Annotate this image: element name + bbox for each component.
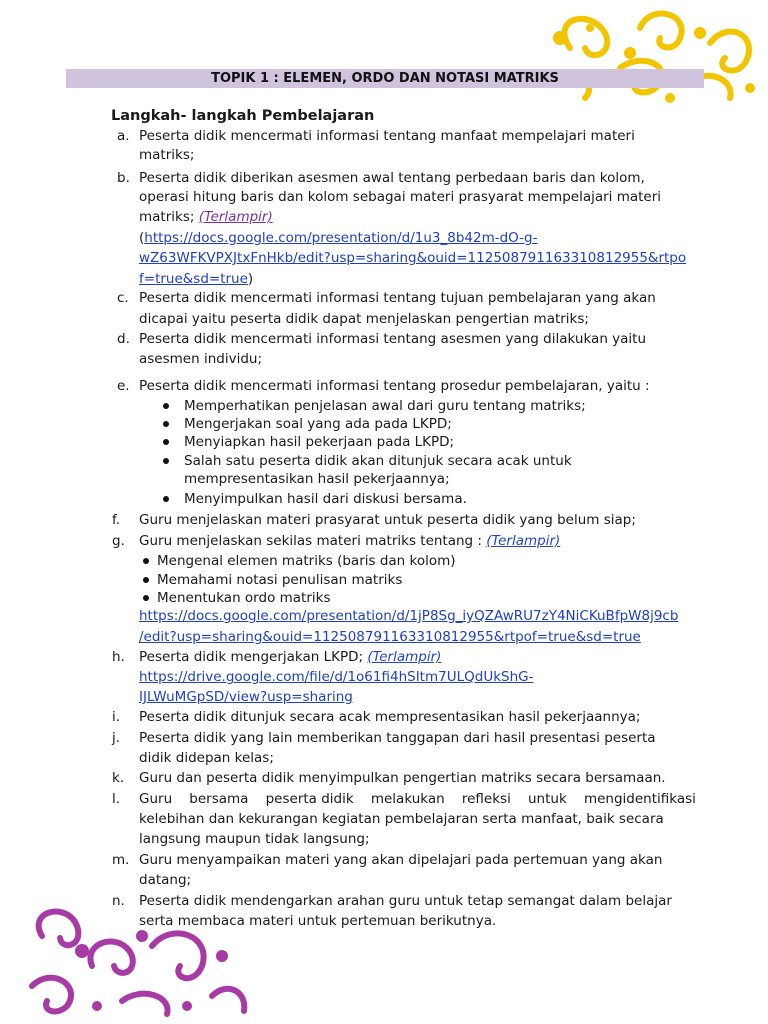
drive-link[interactable]: https://drive.google.com/file/d/1o61fi4hSItm7ULQdUkShG- [139,669,534,685]
step-h-marker: h. [112,649,125,665]
step-c-text: dicapai yaitu peserta didik dapat menjelaskan pengertian matriks; [139,311,589,327]
step-a-text: Peserta didik mencermati informasi tentang manfaat mempelajari materi [139,128,635,144]
bullet-icon [143,558,149,564]
step-b-link-line2 [139,249,686,267]
step-e-bullet: Menyiapkan hasil pekerjaan pada LKPD; [184,434,455,450]
bullet-icon [163,439,169,445]
step-g-link-line1 [139,607,678,625]
step-n-text: Peserta didik mendengarkan arahan guru untuk tetap semangat dalam belajar [139,893,672,909]
step-b-link-line3: f=true&sd=true) [139,271,254,287]
presentation-link[interactable]: /edit?usp=sharing&ouid=112508791163310812955&rtpof=true&sd=true [139,629,641,645]
step-b-text-line3 [139,208,273,226]
step-d-text: asesmen individu; [139,351,262,367]
presentation-link[interactable]: https://docs.google.com/presentation/d/1u3_8b42m-dO-g- [144,230,538,246]
bullet-icon [143,595,149,601]
step-j-text: didik didepan kelas; [139,750,274,766]
step-i-marker: i. [112,709,121,725]
bullet-icon [163,458,169,464]
presentation-link[interactable]: wZ63WFKVPXJtxFnHkb/edit?usp=sharing&ouid=112508791163310812955&rtpo [139,250,687,266]
step-e-text: Peserta didik mencermati informasi tentang prosedur pembelajaran, yaitu : [139,378,650,394]
step-a-marker: a. [117,128,130,144]
step-l-marker: l. [112,791,121,807]
step-k-marker: k. [112,770,125,786]
step-c-marker: c. [117,290,129,306]
terlampir-link[interactable]: (Terlampir) [486,533,561,549]
step-c-text: Peserta didik mencermati informasi tentang tujuan pembelajaran yang akan [139,290,656,306]
step-l-text: Guru bersama peserta didik melakukan refleksi untuk mengidentifikasi [139,791,696,807]
step-n-text: serta membaca materi untuk pertemuan berikutnya. [139,913,497,929]
step-g-marker: g. [112,533,125,549]
step-e-bullet-continuation: mempresentasikan hasil pekerjaannya; [184,471,450,487]
step-d-marker: d. [117,331,130,347]
step-g-bullet: Mengenal elemen matriks (baris dan kolom) [157,553,456,569]
step-m-marker: m. [112,852,130,868]
step-g-text: Guru menjelaskan sekilas materi matriks tentang : [139,533,482,549]
step-b-text: operasi hitung baris dan kolom sebagai materi prasyarat mempelajari materi [139,189,662,205]
step-a-text: matriks; [139,147,195,163]
step-e-bullet: Memperhatikan penjelasan awal dari guru tentang matriks; [184,398,586,414]
step-f-marker: f. [112,512,121,528]
step-f-text: Guru menjelaskan materi prasyarat untuk peserta didik yang belum siap; [139,512,636,528]
step-j-marker: j. [112,730,121,746]
section-heading: Langkah- langkah Pembelajaran [111,108,375,124]
bullet-icon [163,421,169,427]
step-j-text: Peserta didik yang lain memberikan tanggapan dari hasil presentasi peserta [139,730,656,746]
page-title: TOPIK 1 : ELEMEN, ORDO DAN NOTASI MATRIKS [211,71,559,86]
step-h-link-line1 [139,668,533,686]
step-i-text: Peserta didik ditunjuk secara acak mempresentasikan hasil pekerjaannya; [139,709,641,725]
step-e-bullet: Salah satu peserta didik akan ditunjuk secara acak untuk [184,453,572,469]
terlampir-link[interactable]: (Terlampir) [198,209,273,225]
step-h-text: Peserta didik mengerjakan LKPD; [139,649,364,665]
step-g-link-line2 [139,628,641,646]
step-e-bullet: Menyimpulkan hasil dari diskusi bersama. [184,491,467,507]
step-n-marker: n. [112,893,125,909]
step-b-marker: b. [117,170,130,186]
step-l-text: kelebihan dan kekurangan kegiatan pembelajaran serta manfaat, baik secara [139,811,664,827]
step-m-text: datang; [139,872,192,888]
step-b-link-line1: (https://docs.google.com/presentation/d/1u3_8b42m-dO-g- [139,230,538,246]
presentation-link[interactable]: f=true&sd=true [139,271,248,287]
drive-link[interactable]: IJLWuMGpSD/view?usp=sharing [139,689,353,705]
step-l-text: langsung maupun tidak langsung; [139,831,370,847]
step-m-text: Guru menyampaikan materi yang akan dipelajari pada pertemuan yang akan [139,852,663,868]
step-b-text: Peserta didik diberikan asesmen awal tentang perbedaan baris dan kolom, [139,170,645,186]
step-g-text-line1 [139,532,560,550]
presentation-link[interactable]: https://docs.google.com/presentation/d/1jP8Sg_iyQZAwRU7zY4NiCKuBfpW8j9cb [139,608,679,624]
bullet-icon [163,496,169,502]
step-g-bullet: Menentukan ordo matriks [157,590,331,606]
bullet-icon [163,403,169,409]
step-e-bullet: Mengerjakan soal yang ada pada LKPD; [184,416,452,432]
step-h-link-line2 [139,688,353,706]
step-d-text: Peserta didik mencermati informasi tentang asesmen yang dilakukan yaitu [139,331,647,347]
step-b-text: matriks; [139,209,195,225]
bullet-icon [143,577,149,583]
step-e-marker: e. [117,378,130,394]
step-h-text-line1 [139,648,441,666]
step-k-text: Guru dan peserta didik menyimpulkan pengertian matriks secara bersamaan. [139,770,666,786]
step-g-bullet: Memahami notasi penulisan matriks [157,572,403,588]
terlampir-link[interactable]: (Terlampir) [367,649,442,665]
